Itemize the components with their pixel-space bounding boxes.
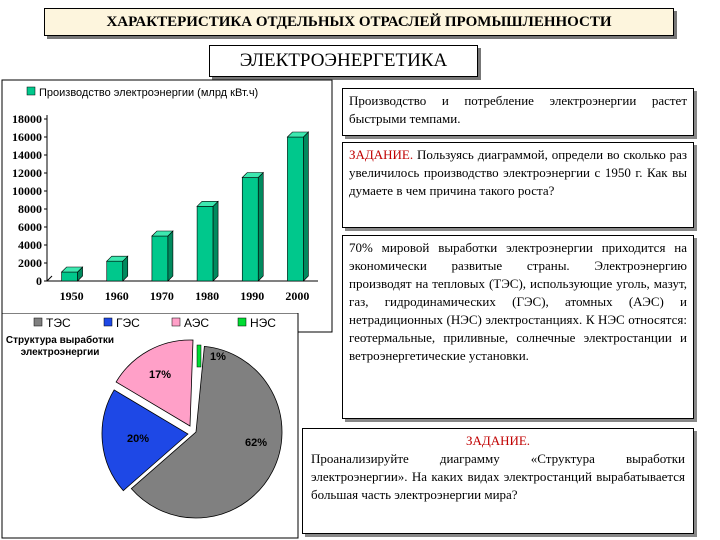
bar-side <box>168 231 173 281</box>
pie-slice-label: 62% <box>244 437 268 449</box>
bar-front <box>107 261 123 281</box>
bar-legend-label: Производство электроэнергии (млрд кВт.ч) <box>39 87 259 99</box>
y-tick-label: 18000 <box>12 112 42 126</box>
y-tick-label: 4000 <box>18 238 42 252</box>
growth-note-text: Производство и потребление электроэнергии растет быстрыми темпами. <box>349 93 687 126</box>
pie-legend-label: ГЭС <box>116 316 140 330</box>
y-tick-label: 16000 <box>12 130 42 144</box>
pie-legend-label: АЭС <box>184 316 210 330</box>
pie-slice-label: 17% <box>148 369 172 381</box>
pie-legend-swatch <box>104 318 112 326</box>
bar-front <box>197 206 213 281</box>
info-text: 70% мировой выработки электроэнергии приходится на экономически развитые страны. Электроэнергию производят на тепловых (ТЭС), использующие уголь, мазут, газ, гидродинамических (ГЭС), атомных (АЭС) и нетрадиционных (НЭС) электростанциях. К НЭС относятся: геотермальные, приливные, солнечные электростанции и ветроэнергетические установки. <box>349 240 687 363</box>
y-tick-label: 14000 <box>12 148 42 162</box>
structure-pie-chart <box>0 313 300 540</box>
pie-legend-swatch <box>238 318 246 326</box>
bar-1950 <box>62 267 83 281</box>
bar-1960 <box>107 256 128 281</box>
bar-front <box>287 137 303 281</box>
y-tick-label: 6000 <box>18 220 42 234</box>
info-panel <box>342 235 694 419</box>
y-tick-label: 12000 <box>12 166 42 180</box>
bar-1990 <box>242 173 263 282</box>
x-tick-label: 1990 <box>240 289 265 303</box>
growth-note-panel <box>342 88 694 136</box>
task-1-panel <box>342 142 694 228</box>
bar-side <box>258 173 263 282</box>
task-1-label: ЗАДАНИЕ. <box>349 147 414 162</box>
bar-front <box>62 272 78 281</box>
y-tick-label: 0 <box>36 274 42 288</box>
y-tick-label: 10000 <box>12 184 42 198</box>
bar-front <box>242 178 258 282</box>
bar-front <box>152 236 168 281</box>
bar-1980 <box>197 201 218 281</box>
y-tick-label: 8000 <box>18 202 42 216</box>
y-tick-label: 2000 <box>18 256 42 270</box>
x-tick-label: 1970 <box>149 289 174 303</box>
pie-slice-label: 1% <box>210 351 226 363</box>
pie-legend-label: НЭС <box>250 316 276 330</box>
pie-slice-label: 20% <box>126 433 150 445</box>
bar-legend-swatch <box>27 87 35 95</box>
task-1-question: Пользуясь диаграммой, определи во сколько раз увеличилось производство электроэнергии с 1950 г. Как вы думаете в чем причина такого роста? <box>349 147 687 198</box>
page-title: ХАРАКТЕРИСТИКА ОТДЕЛЬНЫХ ОТРАСЛЕЙ ПРОМЫШЛЕННОСТИ <box>44 8 674 36</box>
pie-title-line-2: электроэнергии <box>20 347 100 358</box>
pie-title-line-1: Структура выработки <box>5 335 115 346</box>
x-tick-label: 1950 <box>59 289 84 303</box>
task-2-label: ЗАДАНИЕ. <box>465 433 531 448</box>
bar-side <box>303 132 308 281</box>
x-tick-label: 1980 <box>195 289 220 303</box>
production-bar-chart <box>0 78 335 333</box>
bar-side <box>213 201 218 281</box>
task-1-text <box>349 146 687 200</box>
x-tick-label: 2000 <box>285 289 310 303</box>
x-tick-label: 1960 <box>104 289 129 303</box>
pie-legend-label: ТЭС <box>46 316 71 330</box>
bar-1970 <box>152 231 173 281</box>
task-2-question: Проанализируйте диаграмму «Структура выработки электроэнергии». На каких видах электростанций вырабатывается большая часть электроэнергии мира? <box>311 451 685 502</box>
task-2-panel <box>302 428 694 534</box>
pie-legend-swatch <box>172 318 180 326</box>
section-title: ЭЛЕКТРОЭНЕРГЕТИКА <box>209 45 478 77</box>
pie-slice-НЭС <box>197 345 201 367</box>
bar-2000 <box>287 132 308 281</box>
pie-legend-swatch <box>34 318 42 326</box>
